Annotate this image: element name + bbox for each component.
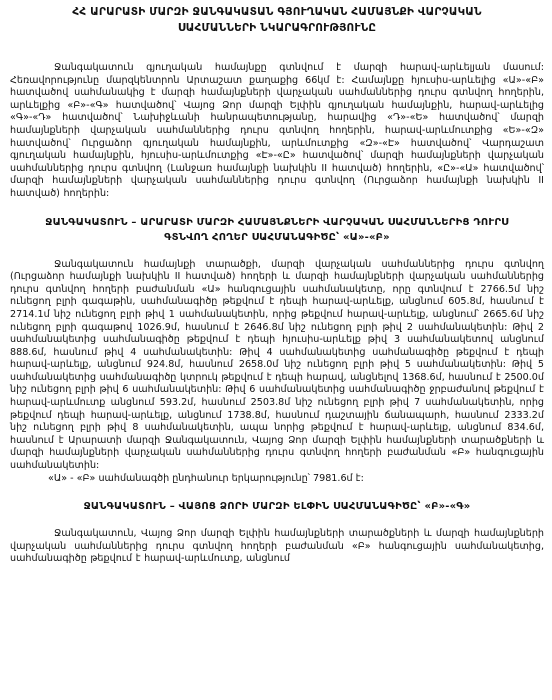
- document-title: [10, 4, 544, 36]
- section2-heading: ՋԱՆԳԱԿԱՏՈՒՆ – ՎԱՅՈՑ ՁՈՐԻ ՄԱՐԶԻ ԵԼՓԻՆ ՍԱՀՄԱՆԱԳԻԾԸ՝ «Բ»-«Գ»: [83, 501, 471, 513]
- title-line-1: ՀՀ ԱՐԱՐԱՏԻ ՄԱՐԶԻ ՋԱՆԳԱԿԱՏԱՆ ԳՅՈՒՂԱԿԱՆ ՀԱՄԱՅՆՔԻ ՎԱՐՉԱԿԱՆ: [72, 6, 482, 18]
- section1-heading-line-1: ՋԱՆԳԱԿԱՏՈՒՆ – ԱՐԱՐԱՏԻ ՄԱՐԶԻ ՀԱՄԱՅՆՔՆԵՐԻ ՎԱՐՉԱԿԱՆ ՍԱՀՄԱՆՆԵՐԻՑ ԴՈՒՐՍ: [45, 216, 509, 228]
- section2-paragraph: Ջանգակատուն, Վայոց Ձոր մարզի Ելփին համայնքների տարածքների և մարզի համայնքների վարչական սահմաններից դուրս գտնվող հողերի բաժանման «Բ» հանգուցային սահմանակետից, սահմանագիծը թեքվում է հարավ-արևմուտք, անցնում: [10, 528, 544, 565]
- section1-paragraph: Ջանգակատուն համայնքի տարածքի, մարզի վարչական սահմաններից դուրս գտնվող (Ուրցաձոր համայնքի նախկին II հատված) հողերի և մարզի համայնքների վարչական սահմաններից դուրս գտնվող հողերի բաժանման «Ա» հանգուցային սահմանակետը, որը գտնվում է 2766.5մ նիշ ունեցող բլրի գագաթին, սահմանագիծը թեքվում է դեպի հարավ-արևելք, անցնում 605.8մ, հասնում է 2714.1մ նիշ ունեցող բլրի թիվ 1 սահմանակետին, որից թեքվում հարավ-արևելք, անցնում՝ 2665.6մ նիշ ունեցող բլրի գագաթով 1026.9մ, հասնում է 2646.8մ նիշ ունեցող բլրի թիվ 2 սահմանակետին: Թիվ 2 սահմանակետից սահմանագիծը թեքվում է դեպի հյուսիս-արևելք թիվ 3 սահմանակետով անցնում 888.6մ, հասնում թիվ 4 սահմանակետին: Թիվ 4 սահմանակետից սահմանագիծը թեքվում է դեպի հարավ-արևելք, անցնում 924.8մ, հասնում 2658.0մ նիշ ունեցող բլրի թիվ 5 սահմանակետին: Թիվ 5 սահմանակետից սահմանագիծը կտրուկ թեքվում է դեպի հարավ, անցնելով 1368.6մ, հասնում է 2500.0մ նիշ ունեցող բլրի թիվ 6 սահմանակետին: Թիվ 6 սահմանակետից սահմանագիծը ջրբաժանով թեքվում է հարավ-արևմուտք անցնում 593.2մ, հասնում 2503.8մ նիշ ունեցող բլրի թիվ 7 սահմանակետին, որից թեքվում դեպի հարավ-արևելք, անցնում 1738.8մ, հասնում դաշտային ճանապարհ, հասնում 2333.2մ նիշ ունեցող բլրի թիվ 8 սահմանակետին, ապա նորից թեքվում է հարավ-արևելք, անցնում 834.6մ, հասնում է Արարատի մարզի Ջանգակատուն, Վայոց Ձոր մարզի Ելփին համայնքների տարածքների և մարզի համայնքների վարչական սահմաններից դուրս գտնվող հողերի բաժանման «Բ» հանգուցային սահմանակետին:: [10, 258, 544, 472]
- section1-total-length: «Ա» - «Բ» սահմանագծի ընդհանուր երկարությունը՝ 7981.6մ է:: [48, 472, 364, 484]
- section1-heading: [10, 215, 544, 245]
- title-line-2: ՍԱՀՄԱՆՆԵՐԻ ՆԿԱՐԱԳՐՈՒԹՅՈՒՆԸ: [177, 22, 377, 34]
- intro-paragraph: Ջանգակատուն գյուղական համայնքը գտնվում է մարզի հարավ-արևելյան մասում: Հեռավորությունը մարզկենտրոն Արտաշատ քաղաքից 66կմ է: Համայնքը հյուսիս-արևելից «Ա»-«Բ» հատվածով սահմանակից է մարզի համայնքների վարչական սահմաններից դուրս գտնվող հողերին, արևելքից «Բ»-«Գ» հատվածով՝ Վայոց Ձոր մարզի Ելփին գյուղական համայնքին, հարավ-արևելից «Գ»-«Դ» հատվածով՝ Նախիջևանի հանրապետությանը, հարավից «Դ»-«Ե» հատվածով՝ մարզի համայնքների վարչական սահմաններից դուրս գտնվող հողերին, հարավ-արևմուտքից «Ե»-«Զ» հատվածով՝ Ուրցաձոր գյուղական համայնքին, արևմուտքից «Զ»-«Է» հատվածով՝ Վարդաշատ գյուղական համայնքին, հյուսիս-արևմուտքից «Է»-«Ը» հատվածով՝ մարզի համայնքների վարչական սահմաններից դուրս գտնվող (Լանջառ համայնքի նախկին II հատված) հողերին, «Ը»-«Ա» հատվածով՝ մարզի համայնքների վարչական սահմաններից դուրս գտնվող (Ուրցաձոր համայնքի նախկին II հատված) հողերին:: [10, 62, 544, 199]
- section1-heading-line-2: ԳՏՆՎՈՂ ՀՈՂԵՐ ՍԱՀՄԱՆԱԳԻԾԸ՝ «Ա»-«Բ»: [164, 231, 390, 243]
